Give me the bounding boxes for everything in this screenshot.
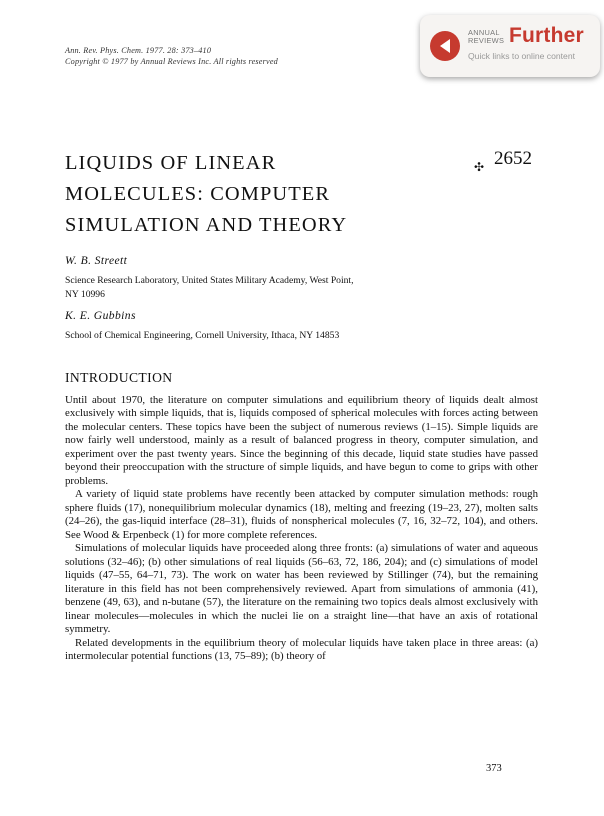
article-number: 2652 bbox=[494, 148, 532, 169]
paragraph: Simulations of molecular liquids have proceeded along three fronts: (a) simulations of water and aqueous solutions (32–46); (b) other simulations of real liquids (56–63, 72, 186, 204); and (c) simulations of model liquids (47–55, 64–71, 73). The work on water has been reviewed by Stillinger (74), but the remaining literature in this field has not been comprehensively reviewed. Apart from simulations of ammonia (41), benzene (49, 63), and n-butane (57), the literature on the remaining two topics deals almost exclusively with linear molecules—molecules in which the nuclei lie on a straight line—that have an axis of rotational symmetry. bbox=[65, 542, 538, 636]
author-affiliation bbox=[65, 274, 405, 302]
author-affiliation bbox=[65, 329, 405, 343]
banner-annual: ANNUAL bbox=[468, 28, 500, 37]
journal-header bbox=[65, 45, 278, 67]
header-copyright: Copyright © 1977 by Annual Reviews Inc. All rights reserved bbox=[65, 57, 278, 66]
affiliation-line: School of Chemical Engineering, Cornell University, Ithaca, NY 14853 bbox=[65, 330, 340, 341]
paragraph: Until about 1970, the literature on computer simulations and equilibrium theory of liquids dealt almost exclusively with simple liquids, that is, liquids composed of spherical molecules with forces acting between the molecular centers. These topics have been the subject of numerous reviews (1–15). Simple liquids are now fairly well understood, mainly as a result of balanced progress in theory, computer simulation, and experiment over the past twenty years. Since the beginning of this decade, liquid state studies have passed beyond their preoccupation with the structure of simple liquids, and have begun to come to grips with other problems. bbox=[65, 394, 538, 487]
play-left-icon bbox=[438, 38, 452, 54]
banner-further[interactable]: Further bbox=[509, 24, 584, 47]
author-name: K. E. Gubbins bbox=[65, 309, 136, 322]
paragraph: A variety of liquid state problems have recently been attacked by computer simulation methods: rough sphere fluids (17), nonequilibrium molecular dynamics (18), melting and freezing (19–23, 27), molten salts (24–26), the gas-liquid interface (28–31), fluids of nonspherical molecules (7, 16, 32–72, 104), and others. See Wood & Erpenbeck (1) for more complete references. bbox=[65, 488, 538, 541]
further-banner[interactable] bbox=[420, 15, 600, 77]
banner-reviews: REVIEWS bbox=[468, 36, 505, 45]
banner-brand bbox=[468, 29, 504, 45]
page-number: 373 bbox=[486, 763, 502, 774]
body-text bbox=[65, 394, 538, 664]
section-heading: INTRODUCTION bbox=[65, 370, 173, 385]
title-line: MOLECULES: COMPUTER bbox=[65, 183, 331, 205]
paragraph: Related developments in the equilibrium theory of molecular liquids have taken place in three areas: (a) intermolecular potential functions (13, 75–89); (b) theory of bbox=[65, 636, 538, 663]
annual-reviews-logo-icon bbox=[430, 31, 460, 61]
article-title bbox=[65, 148, 347, 241]
ornament-icon: ✣ bbox=[474, 160, 485, 174]
affiliation-line: NY 10996 bbox=[65, 289, 105, 300]
header-citation: Ann. Rev. Phys. Chem. 1977. 28: 373–410 bbox=[65, 46, 212, 55]
title-line: SIMULATION AND THEORY bbox=[65, 214, 348, 236]
title-line: LIQUIDS OF LINEAR bbox=[65, 152, 277, 174]
author-name: W. B. Streett bbox=[65, 254, 128, 267]
banner-subtitle[interactable]: Quick links to online content bbox=[468, 51, 576, 61]
affiliation-line: Science Research Laboratory, United States Military Academy, West Point, bbox=[65, 275, 354, 286]
